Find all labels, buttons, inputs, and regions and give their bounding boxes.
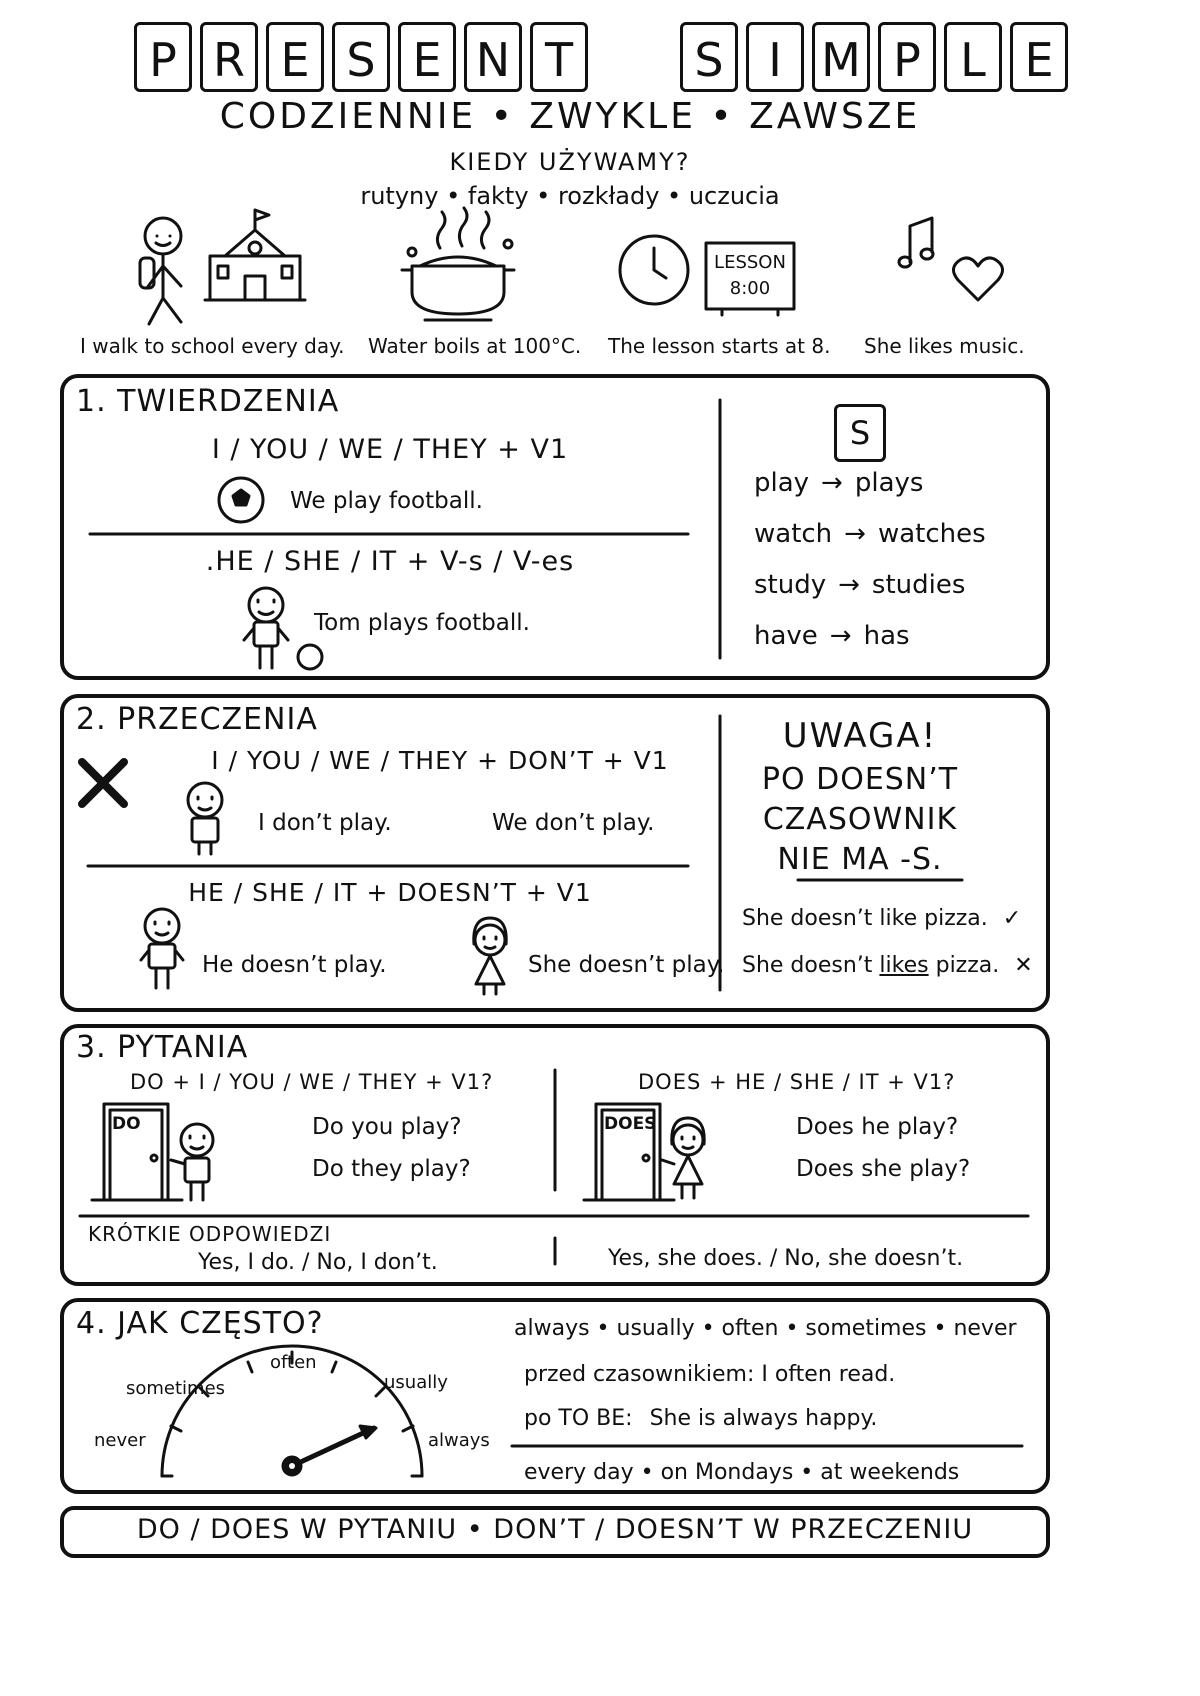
cross-icon: ✕ [1014, 953, 1033, 978]
arrow-icon: → [838, 570, 860, 600]
title-letter-tile: M [812, 22, 870, 92]
footer-text: DO / DOES W PYTANIU • DON’T / DOESN’T W PRZECZENIU [136, 1514, 974, 1545]
title-letter-tile: T [530, 22, 588, 92]
door-do-icon [92, 1104, 182, 1200]
wrong-example-end: pizza. [928, 953, 1000, 978]
to-be-example: She is always happy. [649, 1406, 878, 1431]
negative-rule1: I / YOU / WE / THEY + DON’T + V1 [211, 746, 669, 775]
title-letter-tile: E [1010, 22, 1068, 92]
gauge-label-never: never [94, 1430, 146, 1451]
correct-example-text: She doesn’t like pizza. [742, 906, 988, 931]
negative-example-we: We don’t play. [492, 810, 655, 836]
affirmative-example2: Tom plays football. [314, 610, 530, 636]
verb-s-form: plays [854, 468, 924, 498]
title-letter-tile: S [332, 22, 390, 92]
boy-icon-negative [188, 783, 222, 854]
note-line2: PO DOESN’T [761, 762, 959, 797]
gauge-label-always: always [428, 1430, 490, 1451]
verb-s-form: watches [877, 519, 986, 549]
note-line4: NIE MA -S. [777, 842, 943, 877]
title-letter-tile: P [134, 22, 192, 92]
door-does-icon [584, 1104, 674, 1200]
short-answers-left: Yes, I do. / No, I don’t. [198, 1250, 438, 1275]
frequency-gauge-icon [162, 1346, 422, 1476]
verb-s-form: studies [871, 570, 966, 600]
small-football-icon [298, 645, 322, 669]
lesson-sign-line2: 8:00 [729, 278, 771, 299]
girl-icon-door [662, 1118, 704, 1198]
door-label-do: DO [112, 1114, 141, 1134]
boy-icon-he [141, 909, 183, 988]
subtitle: CODZIENNIE • ZWYKLE • ZAWSZE [219, 96, 921, 137]
gauge-label-usually: usually [384, 1372, 448, 1393]
negative-example-i: I don’t play. [258, 810, 392, 836]
example-fact: Water boils at 100°C. [368, 334, 582, 358]
arrow-icon: → [829, 621, 852, 651]
frequency-heading: 4. JAK CZĘSTO? [76, 1306, 324, 1341]
arrow-icon: → [844, 519, 866, 549]
title-letter-tile: E [266, 22, 324, 92]
check-icon: ✓ [1002, 906, 1022, 931]
note-line3: CZASOWNIK [762, 802, 958, 837]
boy-icon [244, 588, 288, 668]
to-be-label: po TO BE: [524, 1406, 633, 1431]
title-letter-tile: I [746, 22, 804, 92]
verb-base: study [754, 570, 827, 600]
boy-icon-door [171, 1124, 213, 1200]
negative-example-she: She doesn’t play. [528, 952, 725, 978]
wrong-example-verb: likes [879, 953, 929, 978]
short-answers-right: Yes, she does. / No, she doesn’t. [608, 1246, 964, 1271]
affirmative-heading: 1. TWIERDZENIA [76, 384, 340, 419]
time-expressions: every day • on Mondays • at weekends [524, 1460, 960, 1485]
gauge-label-often: often [270, 1352, 317, 1373]
question-he: Does he play? [796, 1114, 959, 1140]
girl-icon-she [474, 918, 506, 994]
title-letter-tile: R [200, 22, 258, 92]
questions-rule-right: DOES + HE / SHE / IT + V1? [638, 1070, 956, 1094]
note-title: UWAGA! [782, 716, 938, 756]
verb-base: have [754, 621, 818, 651]
question-she: Does she play? [796, 1156, 971, 1182]
x-mark-icon [82, 762, 124, 804]
questions-rule-left: DO + I / YOU / WE / THEY + V1? [130, 1070, 494, 1094]
example-routine: I walk to school every day. [80, 334, 345, 358]
frequency-rule-before-verb: przed czasownikiem: I often read. [524, 1362, 896, 1387]
title-letter-tile: N [464, 22, 522, 92]
affirmative-rule2: .HE / SHE / IT + V-s / V-es [205, 546, 575, 577]
title-letter-tile: P [878, 22, 936, 92]
verb-base: watch [754, 519, 833, 549]
affirmative-example1: We play football. [290, 488, 483, 514]
door-label-does: DOES [604, 1114, 657, 1134]
title-letter-tile: L [944, 22, 1002, 92]
affirmative-rule1: I / YOU / WE / THEY + V1 [211, 434, 569, 465]
uses-list: rutyny • fakty • rozkłady • uczucia [360, 182, 780, 210]
question-they: Do they play? [312, 1156, 471, 1182]
gauge-label-sometimes: sometimes [126, 1378, 226, 1399]
football-icon [219, 478, 263, 522]
title-letter-tile: E [398, 22, 456, 92]
questions-heading: 3. PYTANIA [76, 1030, 249, 1065]
lesson-sign-line1: LESSON [714, 252, 786, 273]
verb-base: play [754, 468, 810, 498]
wrong-example-start: She doesn’t [742, 953, 880, 978]
short-answers-heading: KRÓTKIE ODPOWIEDZI [88, 1222, 332, 1246]
example-schedule: The lesson starts at 8. [608, 334, 831, 358]
question-you: Do you play? [312, 1114, 462, 1140]
when-heading: KIEDY UŻYWAMY? [449, 148, 691, 176]
frequency-adverbs: always • usually • often • sometimes • never [514, 1316, 1017, 1341]
negative-example-he: He doesn’t play. [202, 952, 387, 978]
negative-rule2: HE / SHE / IT + DOESN’T + V1 [188, 878, 592, 907]
example-feeling: She likes music. [864, 334, 1025, 358]
verb-s-form: has [863, 621, 910, 651]
title-letter-tile: S [680, 22, 738, 92]
s-tile: S [834, 404, 886, 462]
arrow-icon: → [821, 468, 843, 498]
negative-heading: 2. PRZECZENIA [76, 702, 318, 737]
